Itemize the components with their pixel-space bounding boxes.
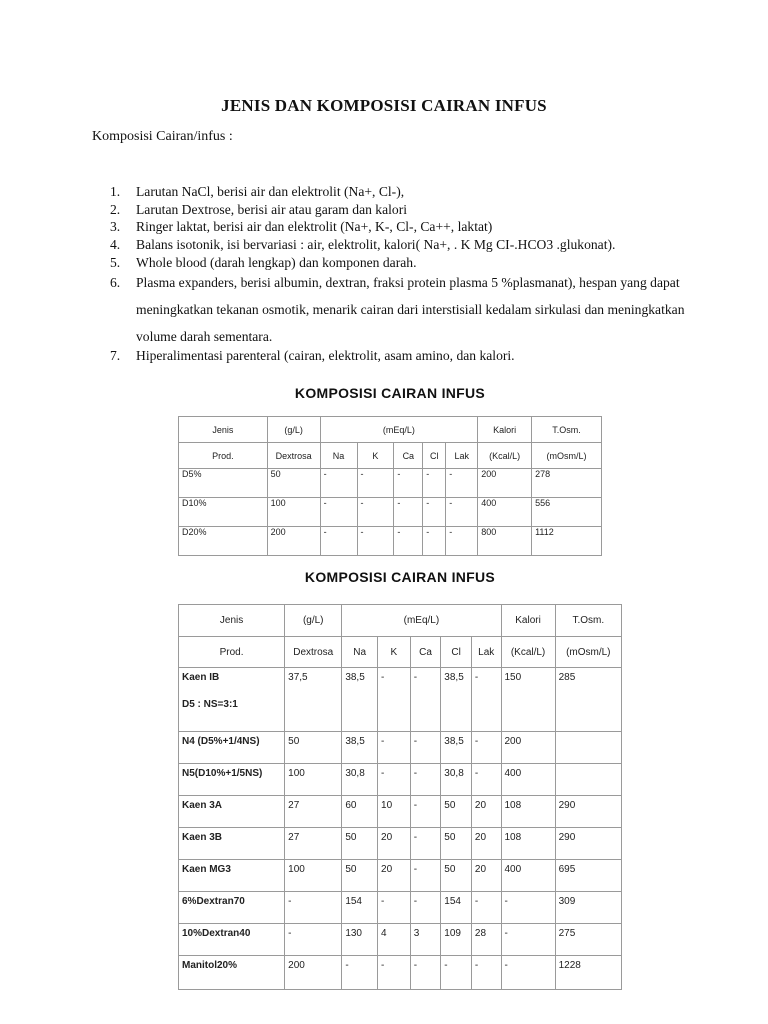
list-number: 1. xyxy=(110,184,121,199)
table-cell: 27 xyxy=(285,796,342,828)
list-text: Larutan NaCl, berisi air dan elektrolit (Na+, Cl-), xyxy=(136,184,405,199)
table-cell: - xyxy=(471,732,501,764)
table-cell: 109 xyxy=(441,924,472,956)
table-cell: 10 xyxy=(378,796,411,828)
table2 xyxy=(178,604,622,990)
product-cell xyxy=(179,668,285,732)
table-row xyxy=(179,764,622,796)
product-name: Kaen MG3 xyxy=(182,864,231,875)
header-kcal: (Kcal/L) xyxy=(501,637,555,668)
table-cell: 400 xyxy=(478,498,532,527)
table-cell: 100 xyxy=(267,498,320,527)
product-cell xyxy=(179,892,285,924)
table-cell: 400 xyxy=(501,764,555,796)
table2-title: KOMPOSISI CAIRAN INFUS xyxy=(304,569,496,585)
table-cell: 50 xyxy=(342,828,378,860)
product-cell xyxy=(179,828,285,860)
table-cell: 200 xyxy=(267,527,320,556)
header-gl: (g/L) xyxy=(267,417,320,443)
table-cell: - xyxy=(446,498,478,527)
table-cell: 556 xyxy=(532,498,602,527)
table-cell: 285 xyxy=(555,668,621,732)
page-title: JENIS DAN KOMPOSISI CAIRAN INFUS xyxy=(221,96,547,115)
product-name: N4 (D5%+1/4NS) xyxy=(182,736,260,747)
table-cell: 278 xyxy=(532,469,602,498)
list-text: Plasma expanders, berisi albumin, dextran, fraksi protein plasma 5 %plasmanat), hespan yang dapat meningkatkan tekanan osmotik, menarik cairan dari interstisiall kedalam sirkulasi dan meningkatkan volume darah sementara. xyxy=(136,274,685,344)
product-name: Kaen IB xyxy=(182,672,220,683)
header-na: Na xyxy=(320,443,357,469)
table-cell: - xyxy=(342,956,378,990)
table-cell: - xyxy=(357,469,394,498)
header-kcal: (Kcal/L) xyxy=(478,443,532,469)
table-cell: D10% xyxy=(179,498,268,527)
table1 xyxy=(178,416,602,556)
header-kalori: Kalori xyxy=(478,417,532,443)
header-tosm: T.Osm. xyxy=(555,605,621,637)
table-cell: 150 xyxy=(501,668,555,732)
table-row xyxy=(179,732,622,764)
table-cell: 30,8 xyxy=(441,764,472,796)
list-number: 5. xyxy=(110,254,121,270)
header-k: K xyxy=(378,637,411,668)
product-cell xyxy=(179,956,285,990)
table1-title: KOMPOSISI CAIRAN INFUS xyxy=(294,385,486,401)
list-text: Ringer laktat, berisi air dan elektrolit (Na+, K-, Cl-, Ca++, laktat) xyxy=(136,219,493,235)
header-dextrosa: Dextrosa xyxy=(285,637,342,668)
table-cell: - xyxy=(423,469,446,498)
table-cell: 60 xyxy=(342,796,378,828)
header-ca: Ca xyxy=(394,443,423,469)
list-item xyxy=(110,218,710,236)
header-k: K xyxy=(357,443,394,469)
table-cell: - xyxy=(394,527,423,556)
table-cell: - xyxy=(446,469,478,498)
header-cl: Cl xyxy=(441,637,472,668)
list-number: 4. xyxy=(110,237,121,253)
table-cell: - xyxy=(320,498,357,527)
list-item xyxy=(110,236,710,254)
header-prod: Prod. xyxy=(179,443,268,469)
table-cell: 200 xyxy=(285,956,342,990)
table-row xyxy=(179,498,602,527)
table-cell: 38,5 xyxy=(342,668,378,732)
table-cell: - xyxy=(285,892,342,924)
table-cell: 3 xyxy=(410,924,441,956)
table-cell xyxy=(555,764,621,796)
table-cell: - xyxy=(357,527,394,556)
table-cell: 200 xyxy=(501,732,555,764)
header-na: Na xyxy=(342,637,378,668)
product-name: 6%Dextran70 xyxy=(182,896,245,907)
table-cell: - xyxy=(410,828,441,860)
table-cell: - xyxy=(471,956,501,990)
table-cell: - xyxy=(378,668,411,732)
header-tosm: T.Osm. xyxy=(532,417,602,443)
table-cell: - xyxy=(285,924,342,956)
table-row xyxy=(179,668,622,732)
table-cell: 108 xyxy=(501,828,555,860)
table-row xyxy=(179,860,622,892)
table-cell: 50 xyxy=(441,860,472,892)
list-number: 7. xyxy=(110,347,121,363)
table-cell: - xyxy=(394,498,423,527)
header-kalori: Kalori xyxy=(501,605,555,637)
table-cell: 50 xyxy=(342,860,378,892)
list-number: 2. xyxy=(110,201,121,217)
table-cell: 38,5 xyxy=(441,732,472,764)
header-prod: Prod. xyxy=(179,637,285,668)
product-name: N5(D10%+1/5NS) xyxy=(182,768,263,779)
table-cell: 400 xyxy=(501,860,555,892)
table-cell: 28 xyxy=(471,924,501,956)
product-name: Kaen 3A xyxy=(182,800,223,811)
table-cell: 50 xyxy=(267,469,320,498)
header-mosm: (mOsm/L) xyxy=(555,637,621,668)
table2-body xyxy=(179,668,622,990)
table-cell: - xyxy=(471,892,501,924)
table-cell: D20% xyxy=(179,527,268,556)
list-item xyxy=(110,269,710,350)
table-cell: - xyxy=(410,956,441,990)
table-cell: 100 xyxy=(285,860,342,892)
product-name: Manitol20% xyxy=(182,960,238,971)
table-row xyxy=(179,796,622,828)
list-text: Hiperalimentasi parenteral (cairan, elektrolit, asam amino, dan kalori. xyxy=(136,347,515,363)
product-cell xyxy=(179,796,285,828)
header-lak: Lak xyxy=(446,443,478,469)
table-cell: - xyxy=(357,498,394,527)
table-cell: - xyxy=(501,924,555,956)
table-cell: 20 xyxy=(471,828,501,860)
table-row xyxy=(179,469,602,498)
table-cell: 38,5 xyxy=(441,668,472,732)
table-cell: - xyxy=(501,956,555,990)
table-cell: 1228 xyxy=(555,956,621,990)
product-sub: D5 : NS=3:1 xyxy=(182,699,238,710)
table-cell: 20 xyxy=(378,828,411,860)
table-cell: 200 xyxy=(478,469,532,498)
list-item xyxy=(110,201,710,219)
header-mosm: (mOsm/L) xyxy=(532,443,602,469)
header-dextrosa: Dextrosa xyxy=(267,443,320,469)
table-cell: - xyxy=(378,892,411,924)
table-cell: - xyxy=(471,668,501,732)
table-cell: 695 xyxy=(555,860,621,892)
table-cell: 130 xyxy=(342,924,378,956)
list-item xyxy=(110,347,710,365)
intro-text: Komposisi Cairan/infus : xyxy=(92,129,233,144)
list-number: 6. xyxy=(110,274,121,290)
table-cell: - xyxy=(410,860,441,892)
table-cell: 38,5 xyxy=(342,732,378,764)
product-name: Kaen 3B xyxy=(182,832,223,843)
table-cell: 309 xyxy=(555,892,621,924)
table-cell: - xyxy=(423,527,446,556)
header-meq: (mEq/L) xyxy=(320,417,478,443)
table-cell: 154 xyxy=(342,892,378,924)
table-cell xyxy=(555,732,621,764)
table-row xyxy=(179,892,622,924)
product-cell xyxy=(179,764,285,796)
list-number: 3. xyxy=(110,219,121,235)
list-text: Balans isotonik, isi bervariasi : air, elektrolit, kalori( Na+, . K Mg CI-.HCO3 .glukonat). xyxy=(136,237,616,253)
table-cell: 50 xyxy=(441,828,472,860)
table-cell: 20 xyxy=(471,796,501,828)
table-row xyxy=(179,527,602,556)
fluid-type-list xyxy=(110,183,710,364)
table-cell: - xyxy=(320,527,357,556)
table-cell: 27 xyxy=(285,828,342,860)
table-cell: - xyxy=(394,469,423,498)
product-name: 10%Dextran40 xyxy=(182,928,251,939)
table-cell: - xyxy=(378,956,411,990)
product-cell xyxy=(179,924,285,956)
header-ca: Ca xyxy=(410,637,441,668)
table-cell: - xyxy=(410,764,441,796)
table-cell: 290 xyxy=(555,828,621,860)
table-cell: - xyxy=(320,469,357,498)
list-text: Larutan Dextrose, berisi air atau garam dan kalori xyxy=(136,201,408,217)
product-cell xyxy=(179,860,285,892)
table-cell: - xyxy=(410,732,441,764)
table-cell: 100 xyxy=(285,764,342,796)
table-cell: 37,5 xyxy=(285,668,342,732)
table-row xyxy=(179,956,622,990)
table-cell: - xyxy=(501,892,555,924)
header-jenis: Jenis xyxy=(179,605,285,637)
header-jenis: Jenis xyxy=(179,417,268,443)
table-cell: 20 xyxy=(378,860,411,892)
list-item xyxy=(110,183,710,201)
list-text: Whole blood (darah lengkap) dan komponen darah. xyxy=(136,254,417,270)
table-cell: 275 xyxy=(555,924,621,956)
table-cell: - xyxy=(410,796,441,828)
table-cell: - xyxy=(378,732,411,764)
product-cell xyxy=(179,732,285,764)
table-cell: - xyxy=(441,956,472,990)
table-cell: - xyxy=(446,527,478,556)
table-cell: 30,8 xyxy=(342,764,378,796)
table-row xyxy=(179,924,622,956)
table-cell: 800 xyxy=(478,527,532,556)
table-cell: D5% xyxy=(179,469,268,498)
header-meq: (mEq/L) xyxy=(342,605,501,637)
table-cell: 4 xyxy=(378,924,411,956)
header-gl: (g/L) xyxy=(285,605,342,637)
table-cell: 1112 xyxy=(532,527,602,556)
table-cell: - xyxy=(378,764,411,796)
table-cell: 20 xyxy=(471,860,501,892)
table-cell: 50 xyxy=(441,796,472,828)
table-cell: - xyxy=(471,764,501,796)
table-cell: 108 xyxy=(501,796,555,828)
table-cell: - xyxy=(410,892,441,924)
table-cell: 154 xyxy=(441,892,472,924)
table-cell: 50 xyxy=(285,732,342,764)
table-cell: - xyxy=(410,668,441,732)
header-lak: Lak xyxy=(471,637,501,668)
table-cell: 290 xyxy=(555,796,621,828)
table-row xyxy=(179,828,622,860)
table-cell: - xyxy=(423,498,446,527)
header-cl: Cl xyxy=(423,443,446,469)
